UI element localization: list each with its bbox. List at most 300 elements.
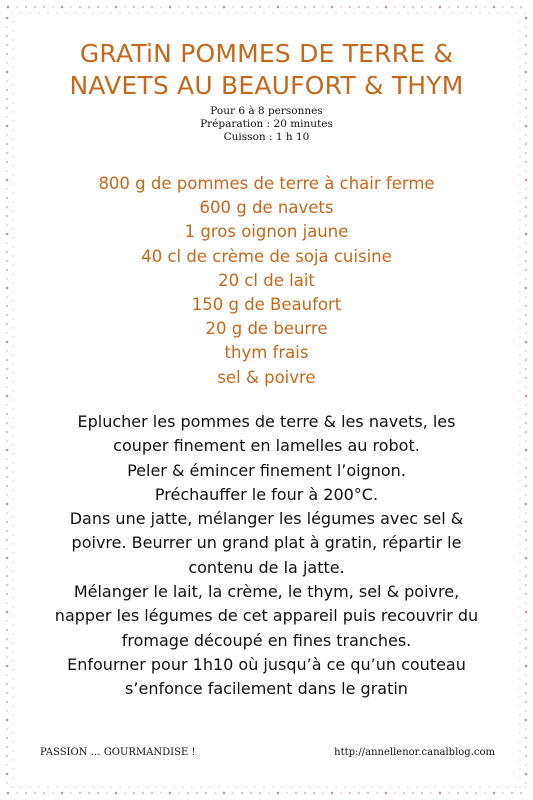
- ingredient-item: 800 g de pommes de terre à chair ferme: [98, 174, 435, 193]
- border-dot: [6, 737, 8, 739]
- border-dot: [56, 12, 58, 14]
- border-dot: [313, 6, 315, 8]
- step-line: Mélanger le lait, la crème, le thym, sel & poivre,: [73, 582, 460, 602]
- border-dot: [29, 786, 31, 788]
- step-line: s’enfonce facilement dans le gratin: [125, 679, 408, 699]
- border-dot: [353, 786, 355, 788]
- border-dot: [290, 786, 292, 788]
- border-dot: [61, 792, 64, 795]
- border-dot: [20, 786, 22, 788]
- border-dot: [520, 792, 523, 795]
- border-dot: [12, 399, 14, 401]
- border-dot: [169, 792, 172, 795]
- border-dot: [205, 6, 207, 8]
- border-dot: [12, 714, 14, 716]
- border-dot: [525, 728, 527, 730]
- border-dot: [362, 786, 364, 788]
- border-dot: [119, 786, 121, 788]
- border-dot: [245, 12, 247, 14]
- border-dot: [443, 12, 445, 14]
- recipe-title: [20, 38, 513, 102]
- border-dot: [519, 84, 521, 86]
- border-dot: [6, 773, 9, 776]
- border-dot: [137, 12, 139, 14]
- border-dot: [286, 792, 288, 794]
- border-dot: [331, 792, 334, 795]
- border-dot: [218, 786, 220, 788]
- border-dot: [151, 792, 153, 794]
- border-dot: [259, 6, 261, 8]
- border-dot: [519, 741, 521, 743]
- border-dot: [6, 62, 8, 64]
- border-dot: [263, 12, 265, 14]
- border-dot: [525, 755, 527, 757]
- border-dot: [214, 6, 216, 8]
- border-dot: [74, 786, 76, 788]
- border-dot: [376, 792, 378, 794]
- border-dot: [79, 6, 81, 8]
- border-dot: [434, 786, 436, 788]
- border-dot: [43, 792, 45, 794]
- border-dot: [479, 12, 481, 14]
- border-dot: [92, 786, 94, 788]
- border-dot: [7, 6, 10, 9]
- border-dot: [362, 12, 364, 14]
- border-dot: [525, 152, 528, 155]
- border-dot: [502, 792, 504, 794]
- border-dot: [506, 12, 508, 14]
- border-dot: [52, 792, 54, 794]
- border-dot: [61, 6, 64, 9]
- border-dot: [484, 6, 486, 8]
- border-dot: [277, 792, 280, 795]
- border-dot: [115, 792, 118, 795]
- border-dot: [295, 6, 297, 8]
- border-dot: [83, 12, 85, 14]
- border-dot: [394, 792, 396, 794]
- border-dot: [12, 768, 14, 770]
- step-line: Dans une jatte, mélanger les légumes avec sel &: [69, 509, 464, 529]
- border-dot: [34, 6, 37, 9]
- border-dot: [272, 786, 274, 788]
- border-dot: [7, 792, 10, 795]
- border-dot: [461, 12, 463, 14]
- border-dot: [110, 786, 112, 788]
- border-dot: [412, 792, 415, 795]
- border-dot: [367, 792, 369, 794]
- border-dot: [371, 786, 373, 788]
- border-dot: [155, 786, 157, 788]
- border-dot: [241, 6, 243, 8]
- border-dot: [367, 6, 369, 8]
- border-dot: [525, 26, 527, 28]
- border-dot: [425, 786, 427, 788]
- servings-text: Pour 6 à 8 personnes: [210, 105, 323, 117]
- border-dot: [241, 792, 243, 794]
- border-dot: [519, 768, 521, 770]
- border-dot: [6, 53, 8, 55]
- border-dot: [385, 6, 388, 9]
- border-dot: [398, 12, 400, 14]
- border-dot: [519, 705, 521, 707]
- border-dot: [403, 6, 405, 8]
- ingredient-item: 600 g de navets: [199, 198, 334, 218]
- border-dot: [317, 786, 319, 788]
- border-dot: [12, 165, 14, 167]
- border-dot: [6, 404, 8, 406]
- border-dot: [439, 6, 442, 9]
- border-dot: [250, 6, 253, 9]
- border-dot: [484, 792, 486, 794]
- border-dot: [97, 6, 99, 8]
- border-dot: [519, 66, 521, 68]
- border-dot: [268, 792, 270, 794]
- border-dot: [106, 792, 108, 794]
- border-dot: [146, 786, 148, 788]
- border-dot: [470, 786, 472, 788]
- border-dot: [70, 6, 72, 8]
- border-dot: [209, 12, 211, 14]
- border-dot: [452, 12, 454, 14]
- ingredient-item: 20 cl de lait: [218, 270, 315, 290]
- border-dot: [245, 786, 247, 788]
- border-dot: [133, 792, 135, 794]
- border-dot: [6, 710, 8, 712]
- border-dot: [6, 89, 8, 91]
- step-line: Préchauffer le four à 200°C.: [154, 484, 379, 504]
- border-dot: [470, 12, 472, 14]
- border-dot: [394, 6, 396, 8]
- border-dot: [191, 12, 193, 14]
- border-dot: [335, 786, 337, 788]
- border-dot: [380, 786, 382, 788]
- preparation-steps: [0, 410, 533, 702]
- border-dot: [236, 12, 238, 14]
- ingredient-item: 20 g de beurre: [205, 319, 328, 339]
- border-dot: [479, 786, 481, 788]
- border-dot: [92, 12, 94, 14]
- border-dot: [254, 786, 256, 788]
- border-dot: [164, 12, 166, 14]
- border-dot: [6, 755, 8, 757]
- border-dot: [272, 12, 274, 14]
- border-dot: [106, 6, 108, 8]
- border-dot: [308, 12, 310, 14]
- border-dot: [115, 6, 118, 9]
- border-dot: [421, 792, 423, 794]
- step-line: couper finement en lamelles au robot.: [113, 436, 420, 456]
- border-dot: [160, 6, 162, 8]
- border-dot: [313, 792, 315, 794]
- step-line: fromage découpé en fines tranches.: [121, 630, 412, 650]
- border-dot: [182, 786, 184, 788]
- border-dot: [74, 12, 76, 14]
- border-dot: [412, 6, 415, 9]
- step-line: napper les légumes de cet appareil puis recouvrir du: [54, 606, 479, 626]
- border-dot: [385, 792, 388, 795]
- border-dot: [12, 93, 14, 95]
- border-dot: [56, 786, 58, 788]
- border-dot: [236, 786, 238, 788]
- recipe-meta: [0, 105, 533, 144]
- border-dot: [88, 792, 91, 795]
- border-dot: [448, 6, 450, 8]
- border-dot: [6, 719, 9, 722]
- border-dot: [12, 21, 14, 23]
- border-dot: [65, 786, 67, 788]
- border-dot: [6, 80, 8, 82]
- border-dot: [349, 6, 351, 8]
- border-dot: [110, 12, 112, 14]
- border-dot: [12, 147, 14, 149]
- border-dot: [519, 399, 521, 401]
- border-dot: [488, 786, 490, 788]
- border-dot: [12, 48, 14, 50]
- border-dot: [525, 44, 528, 47]
- border-dot: [525, 719, 528, 722]
- border-dot: [70, 792, 72, 794]
- border-dot: [519, 390, 521, 392]
- border-dot: [308, 786, 310, 788]
- title-line: GRATiN POMMES DE TERRE &: [79, 39, 454, 68]
- border-dot: [16, 792, 18, 794]
- border-dot: [466, 792, 469, 795]
- border-dot: [322, 6, 324, 8]
- border-dot: [88, 6, 91, 9]
- border-dot: [16, 6, 18, 8]
- border-dot: [497, 786, 499, 788]
- border-dot: [421, 6, 423, 8]
- border-dot: [525, 98, 528, 101]
- border-dot: [12, 723, 14, 725]
- border-dot: [200, 12, 202, 14]
- border-dot: [430, 6, 432, 8]
- border-dot: [525, 89, 527, 91]
- border-dot: [6, 98, 9, 101]
- border-dot: [488, 12, 490, 14]
- border-dot: [304, 6, 307, 9]
- step-line: poivre. Beurrer un grand plat à gratin, répartir le: [71, 533, 462, 553]
- border-dot: [160, 792, 162, 794]
- border-dot: [525, 710, 527, 712]
- border-dot: [47, 786, 49, 788]
- border-dot: [12, 741, 14, 743]
- border-dot: [25, 792, 27, 794]
- border-dot: [340, 792, 342, 794]
- border-dot: [250, 792, 253, 795]
- border-dot: [519, 21, 521, 23]
- border-dot: [519, 732, 521, 734]
- ingredient-item: 1 gros oignon jaune: [184, 222, 349, 242]
- border-dot: [519, 57, 521, 59]
- border-dot: [416, 12, 418, 14]
- border-dot: [407, 786, 409, 788]
- border-dot: [525, 53, 527, 55]
- border-dot: [6, 728, 8, 730]
- border-dot: [519, 750, 521, 752]
- border-dot: [119, 12, 121, 14]
- border-dot: [12, 102, 14, 104]
- border-dot: [457, 792, 459, 794]
- border-dot: [519, 48, 521, 50]
- border-dot: [205, 792, 207, 794]
- border-dot: [191, 786, 193, 788]
- border-dot: [182, 12, 184, 14]
- border-dot: [6, 35, 8, 37]
- border-dot: [6, 26, 8, 28]
- border-dot: [416, 786, 418, 788]
- border-dot: [525, 764, 527, 766]
- border-dot: [519, 75, 521, 77]
- border-dot: [223, 6, 226, 9]
- footer-tagline: PASSION … GOURMANDISE !: [40, 747, 196, 758]
- border-dot: [12, 156, 14, 158]
- border-dot: [322, 792, 324, 794]
- border-dot: [448, 792, 450, 794]
- border-dot: [511, 792, 513, 794]
- border-dot: [218, 12, 220, 14]
- border-dot: [475, 792, 477, 794]
- border-dot: [12, 75, 14, 77]
- border-dot: [164, 786, 166, 788]
- border-dot: [97, 792, 99, 794]
- border-dot: [525, 17, 528, 20]
- border-dot: [443, 786, 445, 788]
- border-dot: [493, 792, 496, 795]
- border-dot: [353, 12, 355, 14]
- border-dot: [6, 764, 8, 766]
- border-dot: [6, 161, 8, 163]
- border-dot: [187, 6, 189, 8]
- step-line: Enfourner pour 1h10 où jusqu’à ce qu’un couteau: [67, 654, 466, 674]
- border-dot: [407, 12, 409, 14]
- border-dot: [6, 782, 8, 784]
- border-dot: [434, 12, 436, 14]
- border-dot: [12, 66, 14, 68]
- border-dot: [6, 746, 9, 749]
- border-dot: [6, 152, 9, 155]
- border-dot: [223, 792, 226, 795]
- border-dot: [525, 161, 527, 163]
- border-dot: [38, 786, 40, 788]
- preparation-time: Préparation : 20 minutes: [200, 118, 333, 130]
- border-dot: [452, 786, 454, 788]
- border-dot: [52, 6, 54, 8]
- border-dot: [227, 12, 229, 14]
- border-dot: [519, 714, 521, 716]
- border-dot: [11, 12, 13, 14]
- border-dot: [519, 165, 521, 167]
- ingredient-item: 150 g de Beaufort: [191, 295, 342, 315]
- border-dot: [12, 30, 14, 32]
- border-dot: [232, 792, 234, 794]
- border-dot: [200, 786, 202, 788]
- border-dot: [525, 80, 527, 82]
- border-dot: [142, 6, 145, 9]
- border-dot: [259, 792, 261, 794]
- border-dot: [43, 6, 45, 8]
- border-dot: [380, 12, 382, 14]
- border-dot: [254, 12, 256, 14]
- border-dot: [173, 786, 175, 788]
- border-dot: [358, 6, 361, 9]
- border-dot: [83, 786, 85, 788]
- step-line: Eplucher les pommes de terre & les navets, les: [77, 412, 456, 431]
- border-dot: [358, 792, 361, 795]
- border-dot: [475, 6, 477, 8]
- ingredients-list: [0, 172, 533, 390]
- border-dot: [12, 84, 14, 86]
- border-dot: [525, 746, 528, 749]
- border-dot: [493, 6, 496, 9]
- border-dot: [525, 782, 527, 784]
- border-dot: [349, 792, 351, 794]
- border-dot: [173, 12, 175, 14]
- border-dot: [497, 12, 499, 14]
- border-dot: [525, 62, 527, 64]
- border-dot: [124, 6, 126, 8]
- border-dot: [263, 786, 265, 788]
- border-dot: [277, 6, 280, 9]
- border-dot: [511, 6, 513, 8]
- border-dot: [525, 71, 528, 74]
- ingredient-item: thym frais: [224, 343, 309, 363]
- border-dot: [519, 777, 521, 779]
- border-dot: [6, 17, 9, 20]
- border-dot: [295, 792, 297, 794]
- border-dot: [6, 71, 9, 74]
- border-dot: [12, 777, 14, 779]
- border-dot: [146, 12, 148, 14]
- border-dot: [525, 35, 527, 37]
- border-dot: [6, 395, 9, 398]
- border-dot: [389, 786, 391, 788]
- border-dot: [506, 786, 508, 788]
- ingredient-item: 40 cl de crème de soja cuisine: [141, 246, 392, 266]
- border-dot: [227, 786, 229, 788]
- border-dot: [519, 147, 521, 149]
- border-dot: [519, 786, 521, 788]
- border-dot: [430, 792, 432, 794]
- border-dot: [461, 786, 463, 788]
- border-dot: [331, 6, 334, 9]
- border-dot: [178, 792, 180, 794]
- border-dot: [344, 12, 346, 14]
- border-dot: [79, 792, 81, 794]
- border-dot: [232, 6, 234, 8]
- border-dot: [6, 44, 9, 47]
- border-dot: [515, 786, 517, 788]
- border-dot: [128, 786, 130, 788]
- border-dot: [214, 792, 216, 794]
- border-dot: [290, 12, 292, 14]
- border-dot: [281, 786, 283, 788]
- border-dot: [403, 792, 405, 794]
- border-dot: [209, 786, 211, 788]
- border-dot: [196, 792, 199, 795]
- border-dot: [137, 786, 139, 788]
- border-dot: [519, 723, 521, 725]
- border-dot: [519, 759, 521, 761]
- border-dot: [466, 6, 469, 9]
- border-dot: [519, 30, 521, 32]
- border-dot: [268, 6, 270, 8]
- border-dot: [151, 6, 153, 8]
- border-dot: [376, 6, 378, 8]
- cooking-time: Cuisson : 1 h 10: [223, 131, 310, 143]
- border-dot: [502, 6, 504, 8]
- border-dot: [12, 750, 14, 752]
